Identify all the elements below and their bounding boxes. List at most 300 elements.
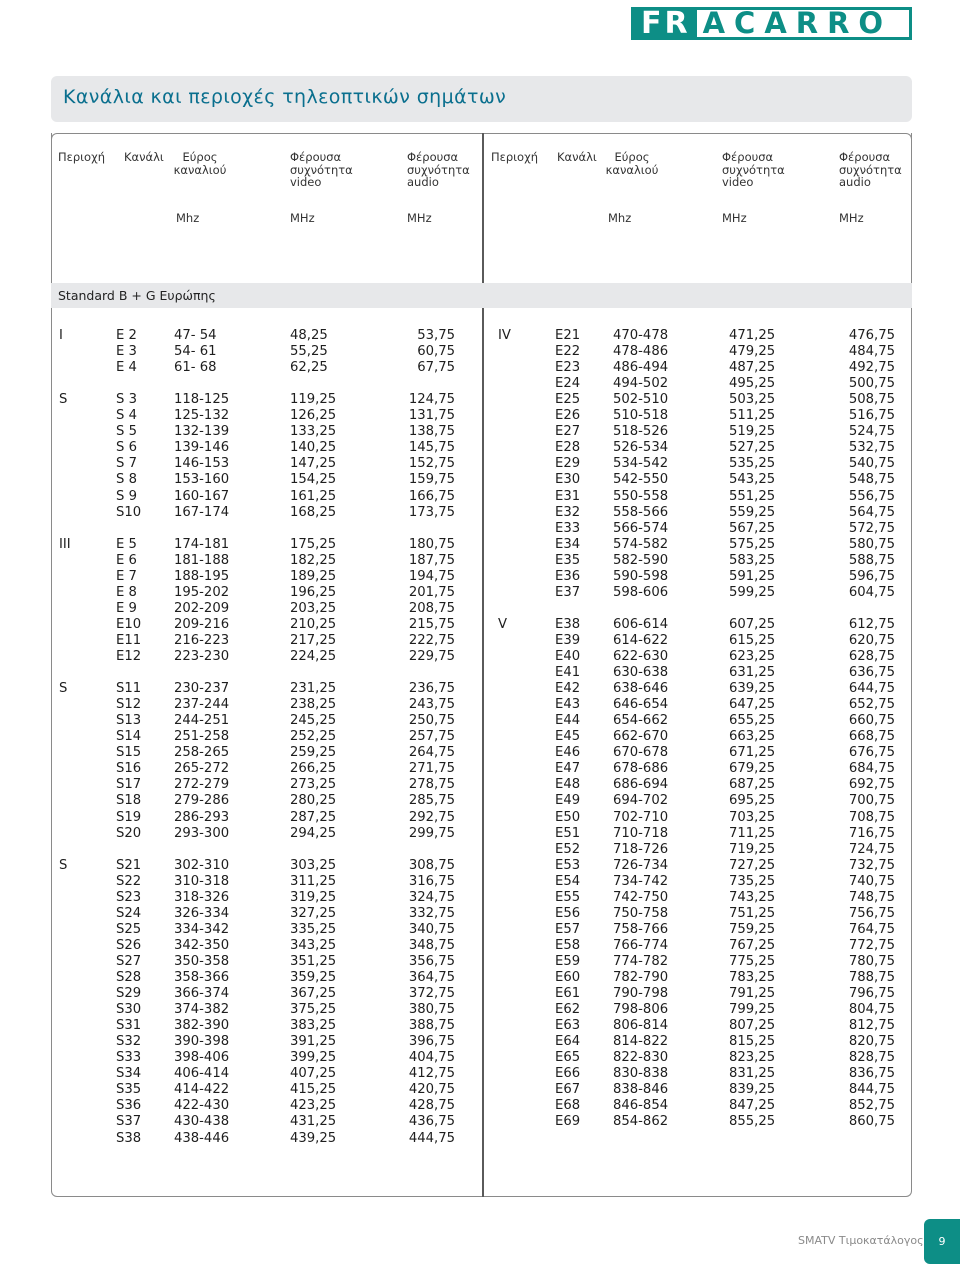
video-carrier-cell: 855,25 <box>729 1114 776 1130</box>
bandwidth-cell: 494-502 <box>613 376 669 392</box>
table-row <box>0 360 960 376</box>
channel-cell: S25 <box>116 921 142 937</box>
channel-cell: E28 <box>555 440 581 456</box>
channel-cell: E21 <box>555 328 581 343</box>
bandwidth-cell: 202-209 <box>174 600 230 616</box>
channel-cell: E55 <box>555 889 581 905</box>
bandwidth-cell: 486-494 <box>613 360 669 376</box>
channel-cell: E67 <box>555 1082 581 1098</box>
video-carrier-cell: 210,25 <box>290 616 337 632</box>
table-row <box>0 729 960 745</box>
audio-carrier-cell: 516,75 <box>848 408 895 424</box>
header-video-carrier: Φέρουσα συχνότητα video <box>290 150 353 189</box>
video-carrier-cell: 671,25 <box>729 745 776 761</box>
video-carrier-cell: 759,25 <box>729 921 776 937</box>
video-carrier-cell: 154,25 <box>290 472 337 488</box>
audio-carrier-cell: 556,75 <box>848 488 895 504</box>
channel-cell: S26 <box>116 937 142 953</box>
video-carrier-cell: 119,25 <box>290 392 337 408</box>
video-carrier-cell: 431,25 <box>290 1114 337 1130</box>
audio-carrier-cell: 548,75 <box>848 472 895 488</box>
video-carrier-cell: 511,25 <box>729 408 776 424</box>
bandwidth-cell: 334-342 <box>174 921 230 937</box>
audio-carrier-cell: 285,75 <box>408 793 455 809</box>
video-carrier-cell: 503,25 <box>729 392 776 408</box>
bandwidth-cell: 358-366 <box>174 970 230 985</box>
audio-carrier-cell: 131,75 <box>408 408 455 424</box>
video-carrier-cell: 519,25 <box>729 424 776 440</box>
channel-cell: S15 <box>116 745 142 761</box>
audio-carrier-cell: 187,75 <box>408 552 455 568</box>
frame-corner-right <box>900 133 912 145</box>
channel-cell: S 3 <box>116 392 137 408</box>
audio-carrier-cell: 532,75 <box>848 440 895 456</box>
audio-carrier-cell: 243,75 <box>408 697 455 713</box>
bandwidth-cell: 146-153 <box>174 456 230 472</box>
table-row <box>0 1066 960 1082</box>
video-carrier-cell: 799,25 <box>729 1002 776 1018</box>
audio-carrier-cell: 201,75 <box>408 584 455 600</box>
bandwidth-cell: 758-766 <box>613 921 669 937</box>
video-carrier-cell: 399,25 <box>290 1050 337 1066</box>
audio-carrier-cell: 620,75 <box>848 632 895 648</box>
title-banner <box>51 76 912 122</box>
bandwidth-cell: 160-167 <box>174 488 230 504</box>
channel-cell: S17 <box>116 777 142 793</box>
audio-carrier-cell: 564,75 <box>848 504 895 520</box>
audio-carrier-cell: 492,75 <box>848 360 895 376</box>
video-carrier-cell: 815,25 <box>729 1034 776 1050</box>
channel-cell: S29 <box>116 986 142 1002</box>
channel-cell: S22 <box>116 873 142 889</box>
video-carrier-cell: 391,25 <box>290 1034 337 1050</box>
bandwidth-cell: 223-230 <box>174 649 230 664</box>
table-row <box>0 826 960 842</box>
table-row <box>0 521 960 537</box>
audio-carrier-cell: 820,75 <box>848 1034 895 1050</box>
bandwidth-cell: 382-390 <box>174 1018 230 1034</box>
video-carrier-cell: 319,25 <box>290 889 337 905</box>
audio-carrier-cell: 772,75 <box>848 937 895 953</box>
table-row <box>0 537 960 553</box>
bandwidth-cell: 622-630 <box>613 649 669 664</box>
bandwidth-cell: 558-566 <box>613 504 669 520</box>
bandwidth-cell: 510-518 <box>613 408 669 424</box>
bandwidth-cell: 790-798 <box>613 986 669 1002</box>
unit-video-right: MHz <box>722 211 747 225</box>
bandwidth-cell: 502-510 <box>613 392 669 408</box>
video-carrier-cell: 727,25 <box>729 857 776 873</box>
video-carrier-cell: 535,25 <box>729 456 776 472</box>
bandwidth-cell: 167-174 <box>174 504 230 520</box>
unit-video: MHz <box>290 211 315 225</box>
bandwidth-cell: 422-430 <box>174 1098 230 1114</box>
bandwidth-cell: 766-774 <box>613 937 669 953</box>
table-row <box>0 456 960 472</box>
channel-cell: S32 <box>116 1034 142 1050</box>
video-carrier-cell: 280,25 <box>290 793 337 809</box>
audio-carrier-cell: 716,75 <box>848 825 895 841</box>
bandwidth-cell: 244-251 <box>174 713 230 729</box>
video-carrier-cell: 767,25 <box>729 937 776 953</box>
bandwidth-cell: 702-710 <box>613 809 669 825</box>
fracarro-logo <box>631 7 912 40</box>
bandwidth-cell: 470-478 <box>613 328 669 343</box>
video-carrier-cell: 252,25 <box>290 729 337 745</box>
channel-cell: S20 <box>116 825 142 841</box>
audio-carrier-cell: 229,75 <box>408 649 455 664</box>
table-row <box>0 649 960 665</box>
bandwidth-cell: 550-558 <box>613 488 669 504</box>
bandwidth-cell: 662-670 <box>613 729 669 745</box>
bandwidth-cell: 237-244 <box>174 697 230 713</box>
page-number: 9 <box>924 1219 960 1264</box>
video-carrier-cell: 783,25 <box>729 970 776 985</box>
bandwidth-cell: 478-486 <box>613 344 669 360</box>
channel-cell: E47 <box>555 761 581 777</box>
video-carrier-cell: 311,25 <box>290 873 337 889</box>
audio-carrier-cell: 780,75 <box>848 953 895 969</box>
channel-cell: S36 <box>116 1098 142 1114</box>
table-row <box>0 681 960 697</box>
table-row <box>0 569 960 585</box>
bandwidth-cell: 293-300 <box>174 825 230 841</box>
channel-cell: S23 <box>116 889 142 905</box>
footer-catalog-title: SMATV Τιμοκατάλογος <box>798 1234 924 1247</box>
audio-carrier-cell: 264,75 <box>408 745 455 761</box>
video-carrier-cell: 583,25 <box>729 552 776 568</box>
header-channel: Κανάλι <box>124 150 164 164</box>
channel-cell: S31 <box>116 1018 142 1034</box>
table-row <box>0 665 960 681</box>
table-row <box>0 601 960 617</box>
video-carrier-cell: 655,25 <box>729 713 776 729</box>
channel-cell: S38 <box>116 1130 142 1146</box>
bandwidth-cell: 153-160 <box>174 472 230 488</box>
channel-cell: E54 <box>555 873 581 889</box>
video-carrier-cell: 543,25 <box>729 472 776 488</box>
video-carrier-cell: 687,25 <box>729 777 776 793</box>
bandwidth-cell: 566-574 <box>613 520 669 536</box>
channel-cell: S 7 <box>116 456 137 472</box>
bandwidth-cell: 638-646 <box>613 681 669 697</box>
audio-carrier-cell: 684,75 <box>848 761 895 777</box>
bandwidth-cell: 279-286 <box>174 793 230 809</box>
audio-carrier-cell: 804,75 <box>848 1002 895 1018</box>
audio-carrier-cell: 436,75 <box>408 1114 455 1130</box>
video-carrier-cell: 647,25 <box>729 697 776 713</box>
bandwidth-cell: 838-846 <box>613 1082 669 1098</box>
channel-cell: E51 <box>555 825 581 841</box>
channel-cell: S13 <box>116 713 142 729</box>
video-carrier-cell: 479,25 <box>729 344 776 360</box>
unit-bandwidth: Mhz <box>176 211 200 225</box>
channel-cell: E27 <box>555 424 581 440</box>
channel-cell: S35 <box>116 1082 142 1098</box>
channel-cell: S10 <box>116 504 142 520</box>
video-carrier-cell: 703,25 <box>729 809 776 825</box>
bandwidth-cell: 590-598 <box>613 568 669 584</box>
video-carrier-cell: 175,25 <box>290 536 337 552</box>
region-cell: S <box>59 681 68 697</box>
audio-carrier-cell: 166,75 <box>408 488 455 504</box>
video-carrier-cell: 487,25 <box>729 360 776 376</box>
video-carrier-cell: 551,25 <box>729 488 776 504</box>
audio-carrier-cell: 124,75 <box>408 392 455 408</box>
audio-carrier-cell: 852,75 <box>848 1098 895 1114</box>
channel-cell: S19 <box>116 809 142 825</box>
video-carrier-cell: 607,25 <box>729 616 776 632</box>
video-carrier-cell: 48,25 <box>290 328 328 343</box>
logo-part-acarro: ACARRO <box>697 7 912 40</box>
bandwidth-cell: 542-550 <box>613 472 669 488</box>
channel-cell: E56 <box>555 905 581 921</box>
table-row <box>0 472 960 488</box>
channel-cell: E41 <box>555 665 581 681</box>
video-carrier-cell: 679,25 <box>729 761 776 777</box>
audio-carrier-cell: 292,75 <box>408 809 455 825</box>
audio-carrier-cell: 388,75 <box>408 1018 455 1034</box>
bandwidth-cell: 526-534 <box>613 440 669 456</box>
audio-carrier-cell: 356,75 <box>408 953 455 969</box>
bandwidth-cell: 139-146 <box>174 440 230 456</box>
audio-carrier-cell: 524,75 <box>848 424 895 440</box>
audio-carrier-cell: 812,75 <box>848 1018 895 1034</box>
bandwidth-cell: 181-188 <box>174 552 230 568</box>
audio-carrier-cell: 836,75 <box>848 1066 895 1082</box>
audio-carrier-cell: 404,75 <box>408 1050 455 1066</box>
audio-carrier-cell: 612,75 <box>848 616 895 632</box>
audio-carrier-cell: 236,75 <box>408 681 455 697</box>
bandwidth-cell: 830-838 <box>613 1066 669 1082</box>
video-carrier-cell: 245,25 <box>290 713 337 729</box>
audio-carrier-cell: 159,75 <box>408 472 455 488</box>
audio-carrier-cell: 420,75 <box>408 1082 455 1098</box>
unit-audio: MHz <box>407 211 432 225</box>
channel-cell: S28 <box>116 970 142 985</box>
channel-cell: E57 <box>555 921 581 937</box>
audio-carrier-cell: 676,75 <box>848 745 895 761</box>
region-cell: S <box>59 392 68 408</box>
bandwidth-cell: 854-862 <box>613 1114 669 1130</box>
table-row <box>0 392 960 408</box>
video-carrier-cell: 735,25 <box>729 873 776 889</box>
channel-cell: E65 <box>555 1050 581 1066</box>
bandwidth-cell: 574-582 <box>613 536 669 552</box>
channel-cell: E53 <box>555 857 581 873</box>
audio-carrier-cell: 324,75 <box>408 889 455 905</box>
video-carrier-cell: 182,25 <box>290 552 337 568</box>
video-carrier-cell: 823,25 <box>729 1050 776 1066</box>
bandwidth-cell: 606-614 <box>613 616 669 632</box>
channel-cell: S21 <box>116 857 142 873</box>
video-carrier-cell: 266,25 <box>290 761 337 777</box>
channel-cell: E 3 <box>116 344 137 360</box>
video-carrier-cell: 527,25 <box>729 440 776 456</box>
channel-cell: S37 <box>116 1114 142 1130</box>
bandwidth-cell: 302-310 <box>174 857 230 873</box>
channel-cell: S33 <box>116 1050 142 1066</box>
header-bandwidth: Εύρος καναλιού <box>173 150 227 177</box>
video-carrier-cell: 839,25 <box>729 1082 776 1098</box>
bandwidth-cell: 686-694 <box>613 777 669 793</box>
video-carrier-cell: 147,25 <box>290 456 337 472</box>
channel-cell: E 4 <box>116 360 137 376</box>
channel-cell: E48 <box>555 777 581 793</box>
video-carrier-cell: 287,25 <box>290 809 337 825</box>
bandwidth-cell: 118-125 <box>174 392 230 408</box>
bandwidth-cell: 782-790 <box>613 970 669 985</box>
video-carrier-cell: 224,25 <box>290 649 337 664</box>
header-bandwidth-right: Εύρος καναλιού <box>605 150 659 177</box>
channel-cell: S 8 <box>116 472 137 488</box>
channel-cell: E 2 <box>116 328 137 343</box>
table-row <box>0 344 960 360</box>
channel-cell: E11 <box>116 632 142 648</box>
channel-cell: E34 <box>555 536 581 552</box>
audio-carrier-cell: 708,75 <box>848 809 895 825</box>
table-row <box>0 745 960 761</box>
bandwidth-cell: 518-526 <box>613 424 669 440</box>
audio-carrier-cell: 484,75 <box>848 344 895 360</box>
audio-carrier-cell: 215,75 <box>408 616 455 632</box>
table-row <box>0 874 960 890</box>
audio-carrier-cell: 222,75 <box>408 632 455 648</box>
channel-cell: S18 <box>116 793 142 809</box>
audio-carrier-cell: 332,75 <box>408 905 455 921</box>
audio-carrier-cell: 644,75 <box>848 681 895 697</box>
channel-cell: E59 <box>555 953 581 969</box>
bandwidth-cell: 678-686 <box>613 761 669 777</box>
table-row <box>0 1034 960 1050</box>
video-carrier-cell: 415,25 <box>290 1082 337 1098</box>
audio-carrier-cell: 396,75 <box>408 1034 455 1050</box>
audio-carrier-cell: 372,75 <box>408 986 455 1002</box>
video-carrier-cell: 259,25 <box>290 745 337 761</box>
channel-cell: E37 <box>555 584 581 600</box>
audio-carrier-cell: 860,75 <box>848 1114 895 1130</box>
video-carrier-cell: 599,25 <box>729 584 776 600</box>
video-carrier-cell: 168,25 <box>290 504 337 520</box>
audio-carrier-cell: 604,75 <box>848 584 895 600</box>
video-carrier-cell: 847,25 <box>729 1098 776 1114</box>
bandwidth-cell: 265-272 <box>174 761 230 777</box>
bandwidth-cell: 646-654 <box>613 697 669 713</box>
video-carrier-cell: 791,25 <box>729 986 776 1002</box>
video-carrier-cell: 711,25 <box>729 825 776 841</box>
channel-cell: E64 <box>555 1034 581 1050</box>
channel-cell: E 6 <box>116 552 137 568</box>
video-carrier-cell: 161,25 <box>290 488 337 504</box>
audio-carrier-cell: 732,75 <box>848 857 895 873</box>
audio-carrier-cell: 724,75 <box>848 841 895 857</box>
channel-cell: S30 <box>116 1002 142 1018</box>
bandwidth-cell: 598-606 <box>613 584 669 600</box>
video-carrier-cell: 335,25 <box>290 921 337 937</box>
audio-carrier-cell: 692,75 <box>848 777 895 793</box>
channel-cell: E61 <box>555 986 581 1002</box>
table-row <box>0 922 960 938</box>
channel-cell: E58 <box>555 937 581 953</box>
header-region-right: Περιοχή <box>491 150 539 164</box>
table-row <box>0 440 960 456</box>
video-carrier-cell: 327,25 <box>290 905 337 921</box>
audio-carrier-cell: 660,75 <box>848 713 895 729</box>
audio-carrier-cell: 628,75 <box>848 649 895 664</box>
channel-cell: E30 <box>555 472 581 488</box>
channel-cell: E62 <box>555 1002 581 1018</box>
channel-cell: E36 <box>555 568 581 584</box>
bandwidth-cell: 195-202 <box>174 584 230 600</box>
channel-cell: E 8 <box>116 584 137 600</box>
audio-carrier-cell: 173,75 <box>408 504 455 520</box>
channel-cell: E50 <box>555 809 581 825</box>
audio-carrier-cell: 412,75 <box>408 1066 455 1082</box>
table-row <box>0 585 960 601</box>
table-row <box>0 761 960 777</box>
video-carrier-cell: 743,25 <box>729 889 776 905</box>
bandwidth-cell: 310-318 <box>174 873 230 889</box>
channel-cell: E26 <box>555 408 581 424</box>
audio-carrier-cell: 138,75 <box>408 424 455 440</box>
table-row <box>0 424 960 440</box>
channel-cell: E23 <box>555 360 581 376</box>
channel-cell: S34 <box>116 1066 142 1082</box>
video-carrier-cell: 559,25 <box>729 504 776 520</box>
video-carrier-cell: 383,25 <box>290 1018 337 1034</box>
audio-carrier-cell: 340,75 <box>408 921 455 937</box>
table-row <box>0 970 960 986</box>
audio-carrier-cell: 152,75 <box>408 456 455 472</box>
bandwidth-cell: 694-702 <box>613 793 669 809</box>
channel-cell: E38 <box>555 616 581 632</box>
channel-cell: E24 <box>555 376 581 392</box>
table-row <box>0 553 960 569</box>
bandwidth-cell: 798-806 <box>613 1002 669 1018</box>
audio-carrier-cell: 348,75 <box>408 937 455 953</box>
bandwidth-cell: 350-358 <box>174 953 230 969</box>
bandwidth-cell: 822-830 <box>613 1050 669 1066</box>
table-row <box>0 906 960 922</box>
table-row <box>0 1098 960 1114</box>
table-row <box>0 842 960 858</box>
video-carrier-cell: 623,25 <box>729 649 776 664</box>
audio-carrier-cell: 444,75 <box>408 1130 455 1146</box>
bandwidth-cell: 54- 61 <box>174 344 217 360</box>
audio-carrier-cell: 67,75 <box>417 360 455 376</box>
video-carrier-cell: 189,25 <box>290 568 337 584</box>
table-row <box>0 697 960 713</box>
audio-carrier-cell: 180,75 <box>408 536 455 552</box>
audio-carrier-cell: 748,75 <box>848 889 895 905</box>
channel-cell: E 7 <box>116 568 137 584</box>
video-carrier-cell: 575,25 <box>729 536 776 552</box>
table-row <box>0 1082 960 1098</box>
audio-carrier-cell: 700,75 <box>848 793 895 809</box>
bandwidth-cell: 230-237 <box>174 681 230 697</box>
channel-cell: E52 <box>555 841 581 857</box>
video-carrier-cell: 203,25 <box>290 600 337 616</box>
frame-corner-left <box>51 133 63 145</box>
video-carrier-cell: 591,25 <box>729 568 776 584</box>
bandwidth-cell: 188-195 <box>174 568 230 584</box>
audio-carrier-cell: 316,75 <box>408 873 455 889</box>
bandwidth-cell: 742-750 <box>613 889 669 905</box>
audio-carrier-cell: 756,75 <box>848 905 895 921</box>
audio-carrier-cell: 572,75 <box>848 520 895 536</box>
channel-cell: S 9 <box>116 488 137 504</box>
bandwidth-cell: 774-782 <box>613 953 669 969</box>
